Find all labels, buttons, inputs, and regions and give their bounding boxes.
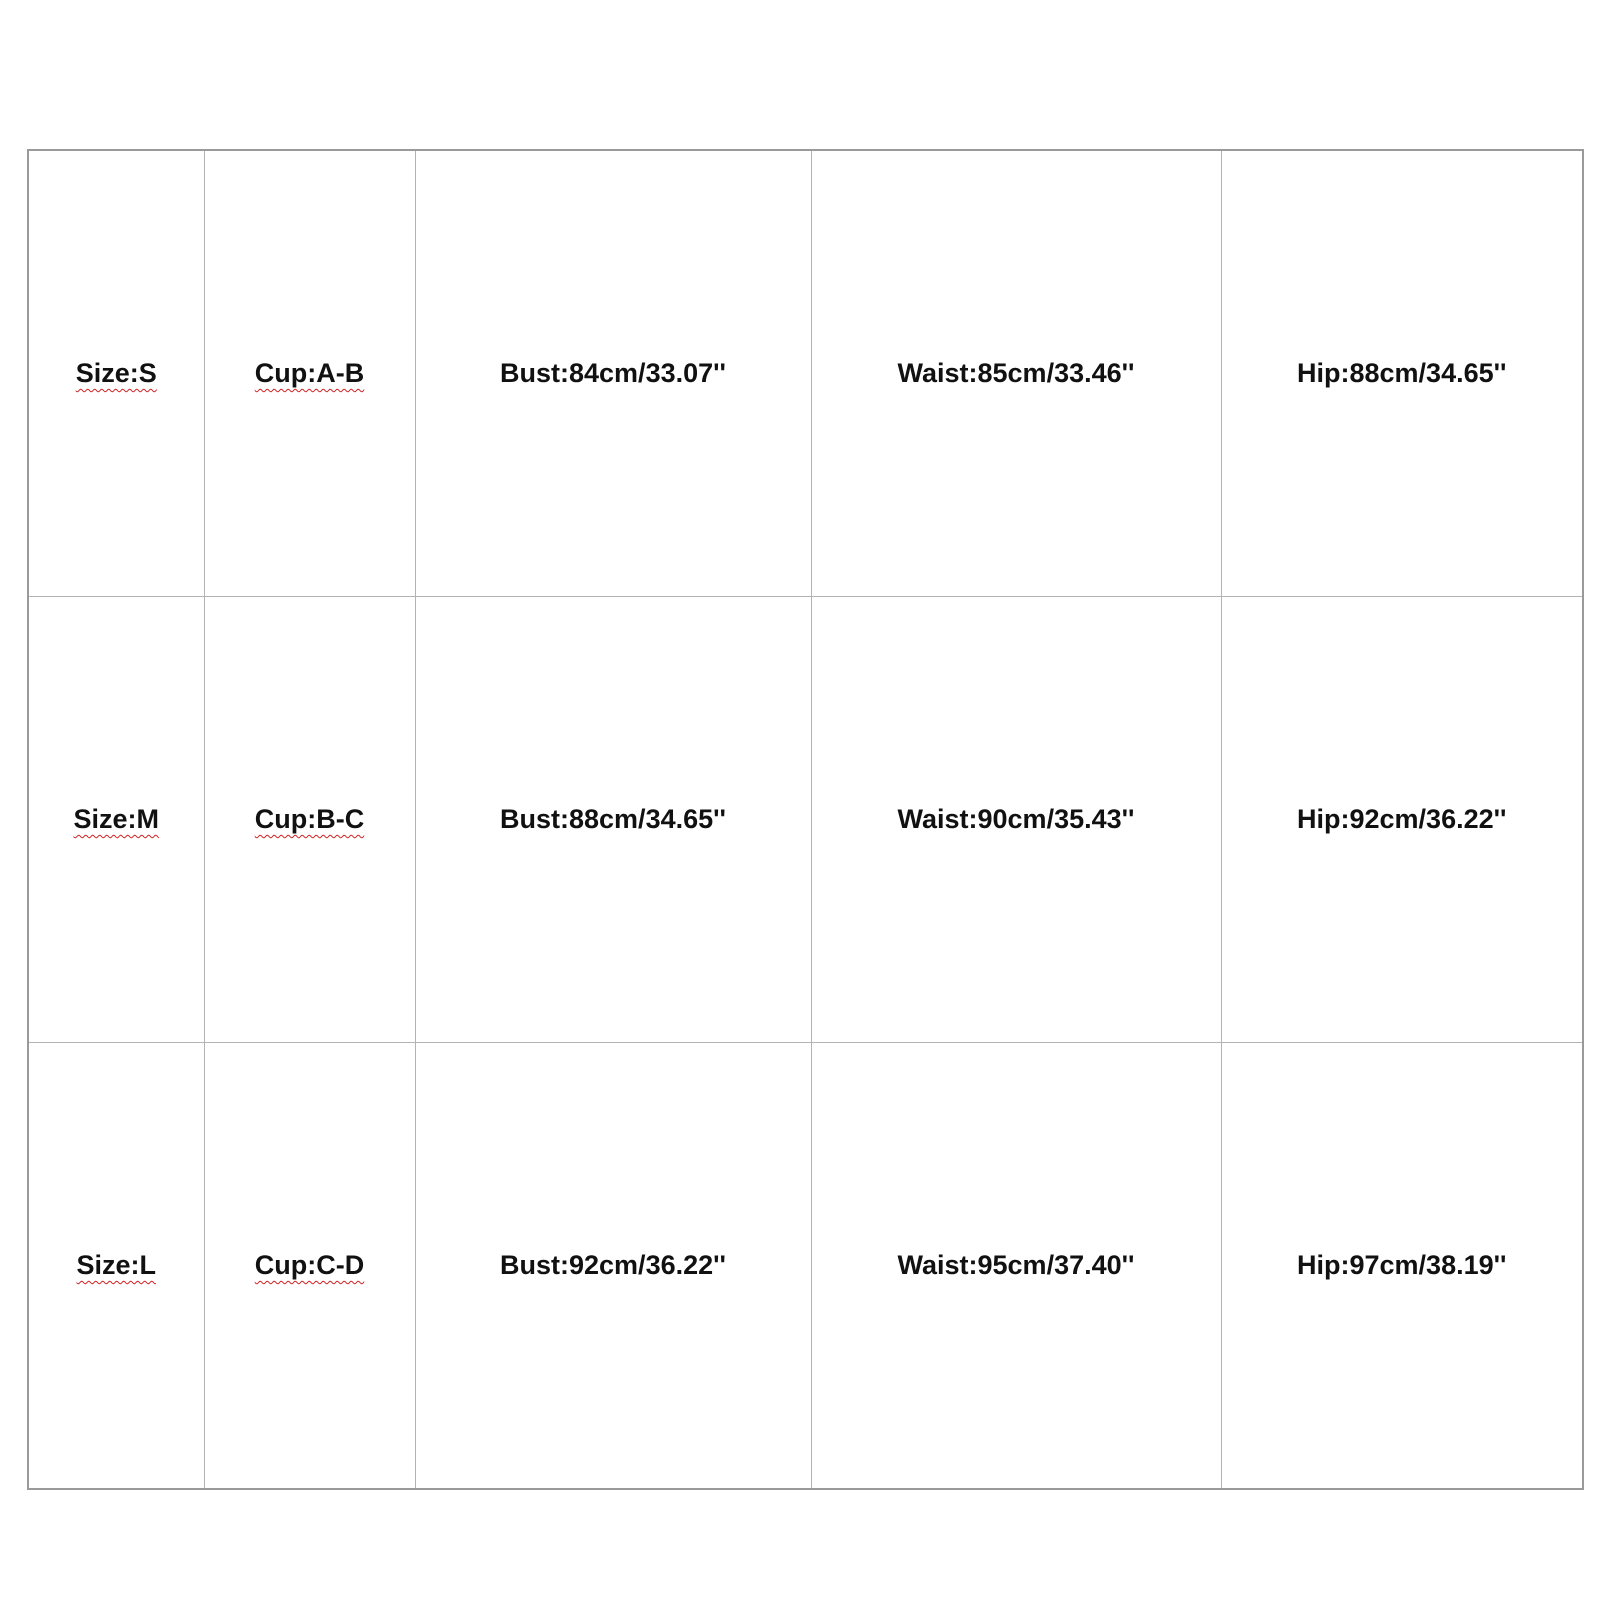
- hip-cell: [1221, 597, 1583, 1043]
- cup-cell: [204, 1043, 415, 1490]
- waist-value: Waist:90cm/35.43'': [897, 804, 1135, 834]
- size-cell: [28, 1043, 204, 1490]
- hip-value: Hip:97cm/38.19'': [1297, 1250, 1507, 1280]
- bust-cell: [415, 1043, 811, 1490]
- hip-cell: [1221, 150, 1583, 597]
- cup-label: Cup:C-D: [254, 1250, 365, 1280]
- table-row: [28, 1043, 1583, 1490]
- size-chart-table: [27, 149, 1584, 1490]
- size-label: Size:M: [73, 804, 159, 834]
- table-row: [28, 150, 1583, 597]
- size-cell: [28, 597, 204, 1043]
- size-label: Size:L: [76, 1250, 156, 1280]
- bust-cell: [415, 597, 811, 1043]
- hip-value: Hip:92cm/36.22'': [1297, 804, 1507, 834]
- hip-cell: [1221, 1043, 1583, 1490]
- bust-cell: [415, 150, 811, 597]
- cup-cell: [204, 150, 415, 597]
- size-label: Size:S: [75, 358, 157, 388]
- size-cell: [28, 150, 204, 597]
- bust-value: Bust:88cm/34.65'': [500, 804, 726, 834]
- table-row: [28, 597, 1583, 1043]
- hip-value: Hip:88cm/34.65'': [1297, 358, 1507, 388]
- waist-cell: [811, 1043, 1221, 1490]
- cup-label: Cup:B-C: [254, 804, 365, 834]
- waist-value: Waist:95cm/37.40'': [897, 1250, 1135, 1280]
- waist-value: Waist:85cm/33.46'': [897, 358, 1135, 388]
- bust-value: Bust:92cm/36.22'': [500, 1250, 726, 1280]
- cup-label: Cup:A-B: [254, 358, 365, 388]
- bust-value: Bust:84cm/33.07'': [500, 358, 726, 388]
- waist-cell: [811, 597, 1221, 1043]
- cup-cell: [204, 597, 415, 1043]
- waist-cell: [811, 150, 1221, 597]
